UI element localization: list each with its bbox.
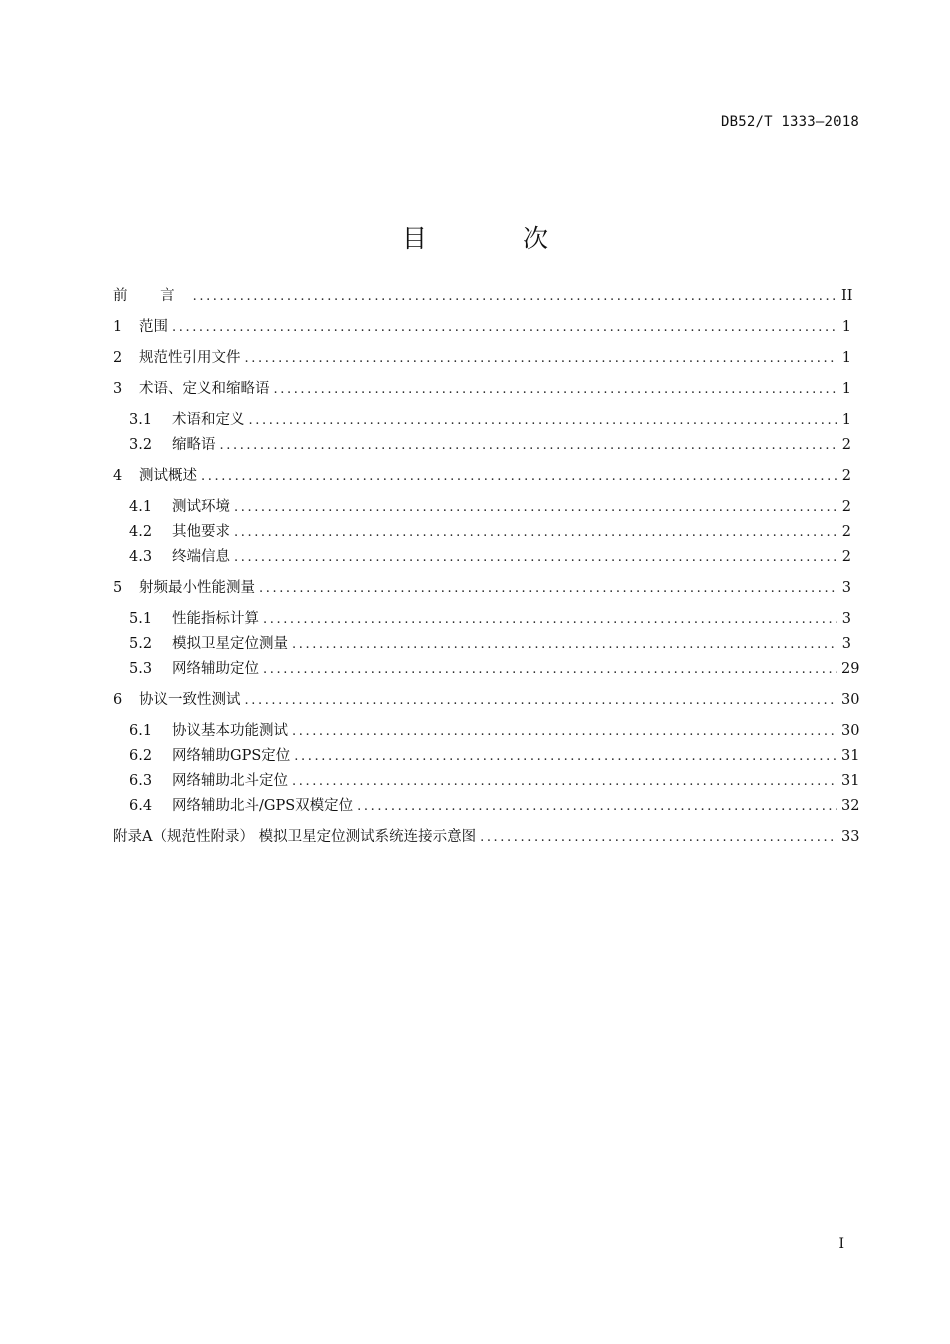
toc-entry-3-1[interactable] xyxy=(113,410,851,430)
toc-entry-6-4[interactable] xyxy=(113,796,860,816)
page-title: 目 次 xyxy=(402,223,592,253)
toc-label: 缩略语 xyxy=(172,437,216,453)
toc-entry-4[interactable] xyxy=(113,466,851,486)
toc-page: 3 xyxy=(841,580,851,596)
toc-entry-5-2[interactable] xyxy=(113,634,851,654)
toc-entry-3-2[interactable] xyxy=(113,435,851,455)
toc-number: 4.3 xyxy=(129,549,153,565)
toc-label: 范围 xyxy=(139,319,168,335)
toc-label: 网络辅助GPS定位 xyxy=(172,748,291,764)
toc-number: 1 xyxy=(113,319,123,335)
toc-label: 射频最小性能测量 xyxy=(139,580,255,596)
toc-leader xyxy=(294,747,837,767)
toc-label: 网络辅助定位 xyxy=(172,661,259,677)
toc-leader xyxy=(234,498,837,518)
toc-label: 性能指标计算 xyxy=(172,611,259,627)
toc-page: 3 xyxy=(841,636,851,652)
toc-leader xyxy=(263,610,837,630)
toc-leader xyxy=(292,772,837,792)
table-of-contents xyxy=(113,286,860,847)
toc-entry-6-1[interactable] xyxy=(113,721,860,741)
toc-leader xyxy=(480,828,837,848)
toc-leader xyxy=(193,287,837,307)
toc-page: 31 xyxy=(841,773,860,789)
toc-entry-6-2[interactable] xyxy=(113,746,860,766)
toc-label: 其他要求 xyxy=(172,524,230,540)
toc-page: II xyxy=(841,288,853,304)
toc-page: 1 xyxy=(841,381,851,397)
toc-page: 32 xyxy=(841,798,860,814)
page-number: I xyxy=(838,1236,844,1252)
toc-entry-foreword[interactable] xyxy=(113,286,851,306)
toc-entry-5-1[interactable] xyxy=(113,609,851,629)
toc-page: 33 xyxy=(841,829,860,845)
toc-number: 3 xyxy=(113,381,123,397)
toc-leader xyxy=(220,436,838,456)
toc-page: 2 xyxy=(841,499,851,515)
toc-number: 4.2 xyxy=(129,524,153,540)
toc-page: 1 xyxy=(841,350,851,366)
toc-entry-4-1[interactable] xyxy=(113,497,851,517)
toc-number: 3.2 xyxy=(129,437,153,453)
toc-label: 前 言 xyxy=(113,288,189,304)
toc-number: 5.1 xyxy=(129,611,153,627)
toc-number: 6.2 xyxy=(129,748,153,764)
toc-page: 1 xyxy=(841,412,851,428)
toc-number: 6.1 xyxy=(129,723,153,739)
toc-number: 4 xyxy=(113,468,123,484)
toc-label: 测试概述 xyxy=(139,468,197,484)
toc-entry-6[interactable] xyxy=(113,690,860,710)
toc-number: 5 xyxy=(113,580,123,596)
toc-page: 1 xyxy=(841,319,851,335)
toc-page: 29 xyxy=(841,661,860,677)
toc-number: 6.4 xyxy=(129,798,153,814)
toc-label: 术语、定义和缩略语 xyxy=(139,381,270,397)
toc-label: 测试环境 xyxy=(172,499,230,515)
toc-entry-4-3[interactable] xyxy=(113,547,851,567)
toc-label: 模拟卫星定位测量 xyxy=(172,636,288,652)
toc-entry-appendix-a[interactable] xyxy=(113,827,860,847)
toc-number: 5.2 xyxy=(129,636,153,652)
toc-label: 协议一致性测试 xyxy=(139,692,241,708)
toc-page: 30 xyxy=(841,723,860,739)
toc-leader xyxy=(249,411,838,431)
toc-page: 2 xyxy=(841,524,851,540)
toc-leader xyxy=(292,635,837,655)
toc-number: 6.3 xyxy=(129,773,153,789)
toc-label: 终端信息 xyxy=(172,549,230,565)
toc-leader xyxy=(245,691,838,711)
document-code: DB52/T 1333—2018 xyxy=(720,114,859,130)
toc-leader xyxy=(234,548,837,568)
toc-page: 2 xyxy=(841,468,851,484)
toc-number: 4.1 xyxy=(129,499,153,515)
toc-number: 3.1 xyxy=(129,412,153,428)
toc-leader xyxy=(263,660,837,680)
toc-leader xyxy=(357,797,837,817)
toc-label: 网络辅助北斗定位 xyxy=(172,773,288,789)
toc-entry-4-2[interactable] xyxy=(113,522,851,542)
toc-entry-1[interactable] xyxy=(113,317,851,337)
toc-leader xyxy=(234,523,837,543)
toc-entry-5-3[interactable] xyxy=(113,659,860,679)
toc-entry-2[interactable] xyxy=(113,348,851,368)
toc-page: 3 xyxy=(841,611,851,627)
toc-entry-3[interactable] xyxy=(113,379,851,399)
toc-label: 协议基本功能测试 xyxy=(172,723,288,739)
toc-page: 31 xyxy=(841,748,860,764)
toc-leader xyxy=(259,579,837,599)
toc-entry-5[interactable] xyxy=(113,578,851,598)
toc-leader xyxy=(245,349,838,369)
toc-number: 6 xyxy=(113,692,123,708)
toc-leader xyxy=(274,380,838,400)
toc-page: 30 xyxy=(841,692,860,708)
toc-label: 术语和定义 xyxy=(172,412,245,428)
toc-leader xyxy=(172,318,837,338)
toc-page: 2 xyxy=(841,437,851,453)
toc-number: 2 xyxy=(113,350,123,366)
toc-entry-6-3[interactable] xyxy=(113,771,860,791)
toc-label: 网络辅助北斗/GPS双模定位 xyxy=(172,798,354,814)
toc-label: 规范性引用文件 xyxy=(139,350,241,366)
toc-leader xyxy=(201,467,837,487)
toc-label: 附录A（规范性附录） 模拟卫星定位测试系统连接示意图 xyxy=(113,829,477,845)
toc-number: 5.3 xyxy=(129,661,153,677)
toc-leader xyxy=(292,722,837,742)
toc-page: 2 xyxy=(841,549,851,565)
